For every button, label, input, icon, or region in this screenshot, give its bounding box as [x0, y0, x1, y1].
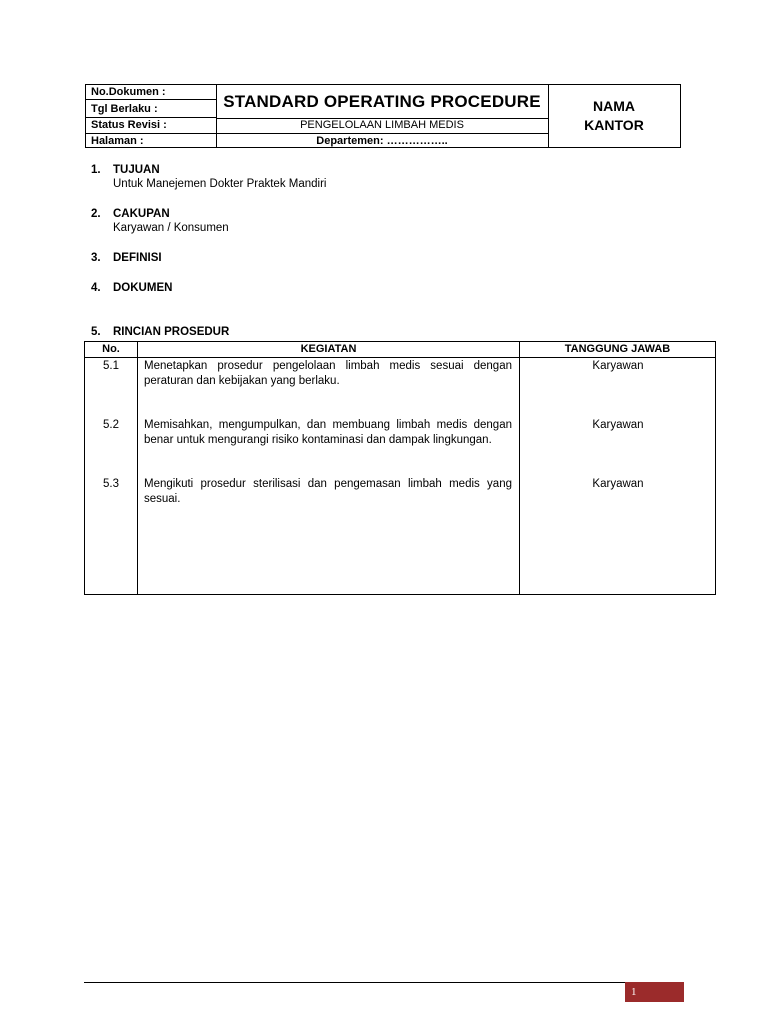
meta-document-number: No.Dokumen : [86, 85, 216, 100]
section-number: 1. [91, 164, 101, 176]
section-title: TUJUAN [113, 164, 160, 176]
column-header-responsible: TANGGUNG JAWAB [564, 343, 671, 355]
column-divider [137, 342, 138, 594]
row-responsible: Karyawan [592, 478, 644, 490]
department-field: Departemen: …………….. [316, 135, 448, 147]
office-name-line2: KANTOR [584, 117, 644, 133]
footer-rule [84, 982, 625, 983]
section-number: 5. [91, 326, 101, 338]
section-documents [91, 282, 172, 294]
row-number: 5.2 [103, 419, 119, 431]
title-column [216, 85, 549, 147]
section-scope [91, 208, 229, 234]
section-title: DOKUMEN [113, 282, 173, 294]
section-purpose [91, 164, 326, 190]
page-number-badge: 1 [625, 982, 684, 1002]
meta-effective-date: Tgl Berlaku : [86, 100, 216, 118]
office-name-line1: NAMA [593, 98, 635, 114]
row-responsible: Karyawan [592, 360, 644, 372]
meta-page: Halaman : [91, 135, 144, 147]
document-subtitle: PENGELOLAAN LIMBAH MEDIS [216, 118, 548, 134]
section-number: 3. [91, 252, 101, 264]
column-header-no: No. [102, 343, 120, 355]
section-body: Karyawan / Konsumen [113, 222, 229, 234]
meta-revision-status: Status Revisi : [86, 118, 216, 134]
section-title: RINCIAN PROSEDUR [113, 326, 230, 338]
office-name [548, 85, 680, 147]
row-responsible: Karyawan [592, 419, 644, 431]
section-definitions [91, 252, 162, 264]
row-activity: Mengikuti prosedur sterilisasi dan pengemasan limbah medis yang sesuai. [144, 478, 512, 505]
table-header-row [85, 342, 715, 358]
row-activity: Menetapkan prosedur pengelolaan limbah medis sesuai dengan peraturan dan kebijakan yang berlaku. [144, 360, 512, 387]
document-title: STANDARD OPERATING PROCEDURE [216, 85, 548, 119]
section-procedure-details [91, 326, 229, 338]
column-divider [519, 342, 520, 594]
sop-header-table [85, 84, 681, 148]
section-title: CAKUPAN [113, 208, 170, 220]
document-meta-column [86, 85, 217, 147]
row-number: 5.3 [103, 478, 119, 490]
section-title: DEFINISI [113, 252, 162, 264]
section-body: Untuk Manejemen Dokter Praktek Mandiri [113, 178, 327, 190]
section-number: 2. [91, 208, 101, 220]
row-activity: Memisahkan, mengumpulkan, dan membuang limbah medis dengan benar untuk mengurangi risiko kontaminasi dan dampak lingkungan. [144, 419, 512, 446]
row-number: 5.1 [103, 360, 119, 372]
procedure-table [84, 341, 716, 595]
section-number: 4. [91, 282, 101, 294]
column-header-activity: KEGIATAN [300, 343, 357, 355]
